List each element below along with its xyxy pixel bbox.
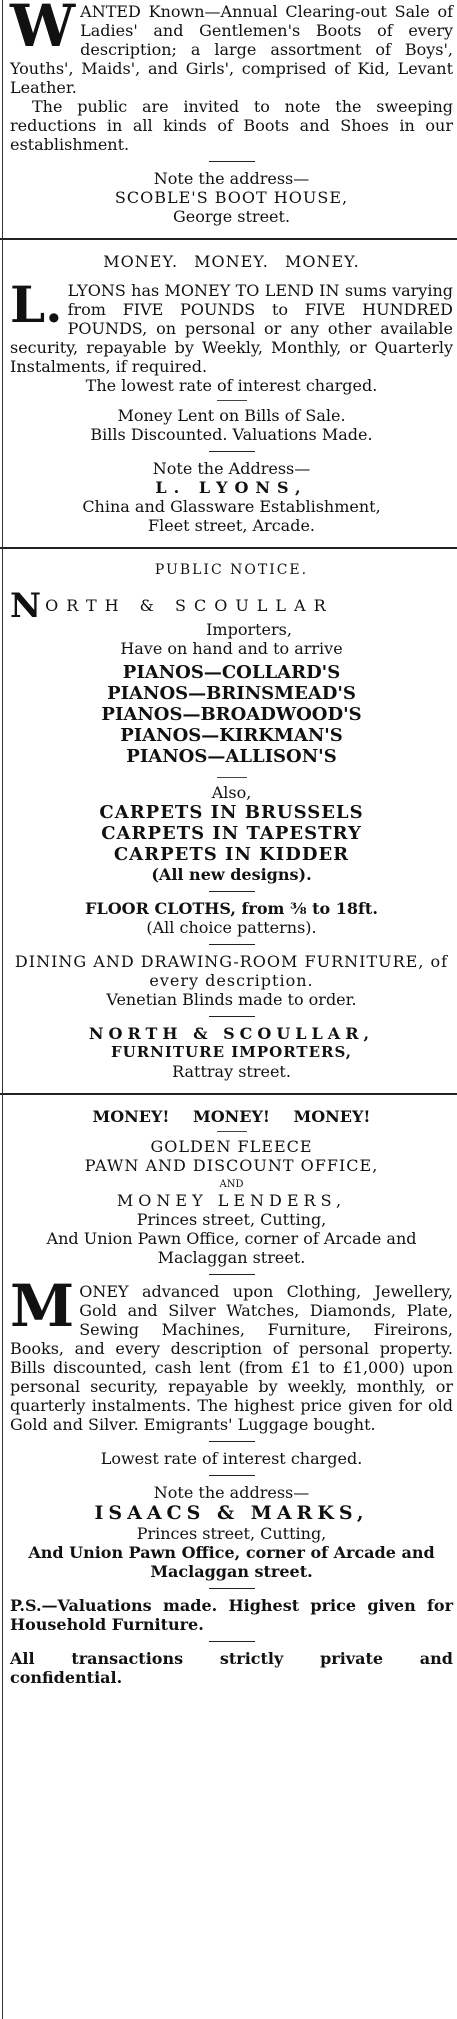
- north-dining: DINING AND DRAWING-ROOM FURNITURE, of every description.: [14, 952, 449, 990]
- money-exclaim: MONEY!: [293, 1107, 371, 1126]
- north-firm: ORTH & SCOULLAR: [45, 596, 334, 615]
- advert-divider: [0, 1093, 457, 1095]
- carpet-item: CARPETS IN TAPESTRY: [101, 823, 362, 844]
- carpet-list: [10, 802, 453, 865]
- piano-item: PIANOS—COLLARD'S: [122, 662, 341, 683]
- isaacs-and: AND: [219, 1179, 244, 1190]
- isaacs-lenders: MONEY LENDERS,: [116, 1191, 347, 1210]
- north-importers: Importers,: [206, 620, 292, 639]
- isaacs-heading: [10, 1107, 453, 1126]
- scoble-street: George street.: [172, 207, 291, 226]
- piano-item: PIANOS—KIRKMAN'S: [120, 725, 343, 746]
- isaacs-marks-advertisement: [0, 1107, 457, 1687]
- north-firm-line: [10, 586, 453, 626]
- money-exclaim: MONEY!: [193, 1107, 270, 1126]
- drop-cap: N: [10, 586, 42, 626]
- scoble-opening: WANTED Known—Annual Clearing-out Sale of Ladies' and Gentlemen's Boots of every description; a large assortment of Boys', Youths', Maids', and Girls', comprised of Kid, Levant Leather.: [10, 0, 453, 97]
- advert-divider: [0, 547, 457, 549]
- isaacs-loc2: And Union Pawn Office, corner of Arcade and Maclaggan street.: [46, 1229, 417, 1267]
- isaacs-rate: Lowest rate of interest charged.: [100, 1449, 363, 1468]
- drop-cap: M: [10, 1272, 75, 1340]
- isaacs-name: ISAACS & MARKS,: [94, 1502, 369, 1524]
- lyons-bills-discounted: Bills Discounted. Valuations Made.: [90, 425, 373, 444]
- separator: [209, 891, 255, 892]
- lyons-name: L. LYONS,: [155, 478, 308, 497]
- lyons-bills-sale: Money Lent on Bills of Sale.: [117, 406, 346, 425]
- isaacs-street1: Princes street, Cutting,: [136, 1524, 327, 1543]
- isaacs-office1: GOLDEN FLEECE: [150, 1137, 313, 1156]
- north-scoullar-advertisement: [0, 561, 457, 1081]
- isaacs-street2: And Union Pawn Office, corner of Arcade and Maclaggan street.: [28, 1543, 435, 1581]
- north-floor-cloths: FLOOR CLOTHS, from ⅜ to 18ft.: [85, 899, 378, 918]
- north-also: Also,: [211, 783, 252, 802]
- north-name: NORTH & SCOULLAR,: [88, 1024, 375, 1043]
- separator: [209, 1475, 255, 1476]
- piano-item: PIANOS—ALLISON'S: [126, 746, 337, 767]
- lyons-opening: L. LYONS has MONEY TO LEND IN sums varying from FIVE POUNDS to FIVE HUNDRED POUNDS, on personal or any other available security, repayable by Weekly, Monthly, or Quarterly Instalments, if required.: [10, 275, 453, 376]
- piano-item: PIANOS—BRINSMEAD'S: [107, 683, 356, 704]
- lyons-rate: The lowest rate of interest charged.: [85, 376, 378, 395]
- lyons-business: China and Glassware Establishment,: [82, 497, 381, 516]
- piano-list: [10, 662, 453, 767]
- separator: [217, 1131, 247, 1132]
- lyons-note: Note the Address—: [152, 459, 311, 478]
- lyons-heading: MONEY. MONEY. MONEY.: [103, 252, 360, 271]
- north-blinds: Venetian Blinds made to order.: [106, 990, 357, 1009]
- north-new-designs: (All new designs).: [151, 865, 312, 884]
- separator: [209, 451, 255, 452]
- scoble-name: SCOBLE'S BOOT HOUSE,: [114, 188, 349, 207]
- north-choice: (All choice patterns).: [146, 918, 317, 937]
- north-arrive: Have on hand and to arrive: [120, 639, 343, 658]
- money-exclaim: MONEY!: [92, 1107, 170, 1126]
- isaacs-office2: PAWN AND DISCOUNT OFFICE,: [84, 1156, 379, 1175]
- separator: [209, 1641, 255, 1642]
- north-furniture: FURNITURE IMPORTERS,: [110, 1043, 353, 1061]
- isaacs-private: All transactions strictly private and confidential.: [10, 1649, 453, 1687]
- scoble-note: Note the address—: [153, 169, 310, 188]
- carpet-item: CARPETS IN BRUSSELS: [99, 802, 364, 823]
- separator: [209, 1588, 255, 1589]
- isaacs-note: Note the address—: [153, 1483, 310, 1502]
- piano-item: PIANOS—BROADWOOD'S: [101, 704, 362, 725]
- carpet-item: CARPETS IN KIDDER: [113, 844, 350, 865]
- separator: [209, 1016, 255, 1017]
- lyons-advertisement: [0, 252, 457, 535]
- separator: [209, 1274, 255, 1275]
- separator: [209, 1441, 255, 1442]
- north-street: Rattray street.: [172, 1062, 291, 1081]
- scoble-body: The public are invited to note the sweeping reductions in all kinds of Boots and Shoes in our establishment.: [10, 97, 453, 154]
- separator: [209, 944, 255, 945]
- isaacs-ps: P.S.—Valuations made. Highest price given for Household Furniture.: [10, 1596, 453, 1634]
- column-rule: [2, 0, 3, 2019]
- separator: [217, 400, 247, 401]
- scoble-advertisement: [0, 0, 457, 226]
- isaacs-loc1: Princes street, Cutting,: [136, 1210, 327, 1229]
- north-heading: PUBLIC NOTICE.: [154, 562, 309, 578]
- drop-cap: L.: [10, 275, 63, 334]
- separator: [217, 777, 247, 778]
- isaacs-opening: MONEY advanced upon Clothing, Jewellery, Gold and Silver Watches, Diamonds, Plate, Sewing Machines, Furniture, Fireirons, Books, and every description of personal property. Bills discounted, cash lent (from £1 to £1,000) upon personal security, repayable by weekly, monthly, or quarterly instalments. The highest price given for old Gold and Silver. Emigrants' Luggage bought.: [10, 1272, 453, 1434]
- advert-divider: [0, 238, 457, 240]
- drop-cap: W: [10, 0, 76, 60]
- lyons-street: Fleet street, Arcade.: [148, 516, 315, 535]
- separator: [209, 161, 255, 162]
